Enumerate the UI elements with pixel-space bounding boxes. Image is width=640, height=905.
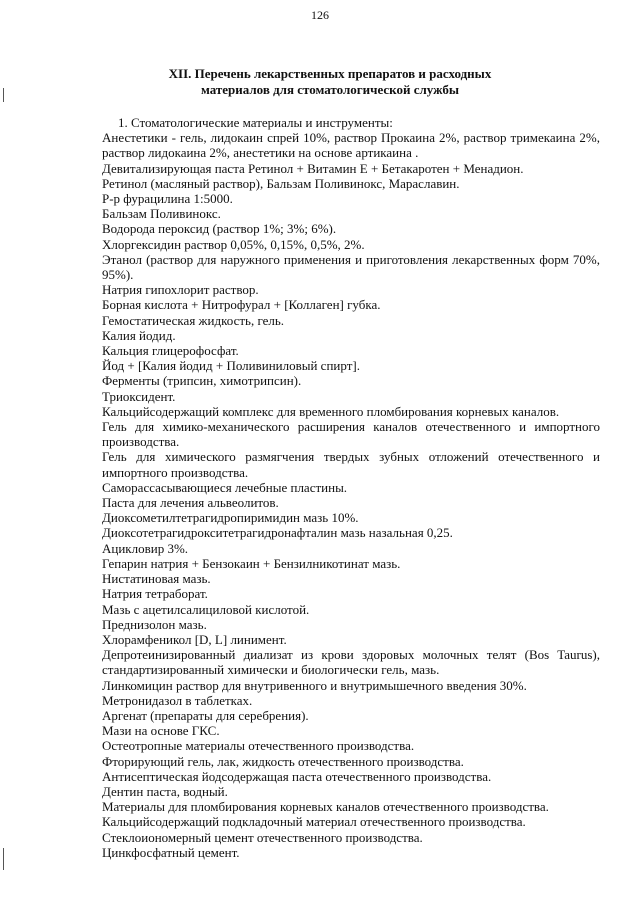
list-item: Ферменты (трипсин, химотрипсин). [102,373,302,389]
list-item: Мази на основе ГКС. [102,723,220,739]
list-item: Водорода пероксид (раствор 1%; 3%; 6%). [102,221,337,237]
list-item: Стеклоиономерный цемент отечественного производства. [102,829,423,845]
scan-edge-mark [3,88,4,102]
list-item: Антисептическая йодсодержащая паста отечественного производства. [102,768,492,784]
list-item: Цинкфосфатный цемент. [102,844,240,860]
page-title [150,66,510,98]
list-item: Анестетики - гель, лидокаин спрей 10%, раствор Прокаина 2%, раствор тримекаина 2%, раствор лидокаина 2%, анестетики на основе артикаина . [102,130,600,161]
list-item: Метронидазол в таблетках. [102,692,253,708]
list-item: Саморассасывающиеся лечебные пластины. [102,479,348,495]
list-item: Диоксотетрагидрокситетрагидронафталин мазь назальная 0,25. [102,525,453,541]
page-number: 126 [311,8,329,22]
list-item: Гель для химического размягчения твердых зубных отложений отечественного и импортного производства. [102,449,600,480]
material-list [102,115,600,860]
scan-edge-mark [3,848,4,870]
list-item: Депротеинизированный диализат из крови здоровых молочных телят (Bos Taurus), стандартизированный химически и биологически гель, мазь. [102,647,600,678]
list-item: Гепарин натрия + Бензокаин + Бензилникотинат мазь. [102,555,401,571]
list-item: Йод + [Калия йодид + Поливиниловый спирт]. [102,358,360,374]
list-item: Хлоргексидин раствор 0,05%, 0,15%, 0,5%, 2%. [102,236,365,252]
list-item: Кальцийсодержащий комплекс для временного пломбирования корневых каналов. [102,403,560,419]
list-item: Гемостатическая жидкость, гель. [102,312,285,328]
list-item: Калия йодид. [102,327,176,343]
list-item: Триоксидент. [102,388,176,404]
list-item: Кальцийсодержащий подкладочный материал отечественного производства. [102,814,526,830]
list-item: Паста для лечения альвеолитов. [102,495,279,511]
section-heading: 1. Стоматологические материалы и инструменты: [118,115,393,130]
list-item: Нистатиновая мазь. [102,571,211,587]
list-item: Мазь с ацетилсалициловой кислотой. [102,601,310,617]
list-item: Бальзам Поливинокс. [102,206,221,222]
list-item: Фторирующий гель, лак, жидкость отечественного производства. [102,753,464,769]
list-item: Хлорамфеникол [D, L] линимент. [102,631,287,647]
page-title-line-2: материалов для стоматологической службы [200,82,460,97]
list-item: Линкомицин раствор для внутривенного и внутримышечного введения 30%. [102,677,527,693]
page-title-line-1: XII. Перечень лекарственных препаратов и расходных [168,66,492,81]
list-item: Р-р фурацилина 1:5000. [102,191,233,207]
list-item: Ретинол (масляный раствор), Бальзам Поливинокс, Мараславин. [102,175,460,191]
list-item: Ацикловир 3%. [102,540,189,556]
list-item: Аргенат (препараты для серебрения). [102,707,309,723]
list-item: Кальция глицерофосфат. [102,343,239,359]
list-item: Гель для химико-механического расширения каналов отечественного и импортного производства. [102,419,600,450]
list-item: Борная кислота + Нитрофурал + [Коллаген] губка. [102,297,381,313]
list-item: Этанол (раствор для наружного применения и приготовления лекарственных форм 70%, 95%). [102,251,600,283]
list-item: Преднизолон мазь. [102,616,207,632]
list-item: Диоксометилтетрагидропиримидин мазь 10%. [102,510,359,526]
list-item: Натрия тетраборат. [102,586,208,602]
list-item: Дентин паста, водный. [102,783,228,799]
list-item: Остеотропные материалы отечественного производства. [102,738,415,754]
list-item: Натрия гипохлорит раствор. [102,282,259,298]
list-item: Девитализирующая паста Ретинол + Витамин Е + Бетакаротен + Менадион. [102,160,524,176]
list-item: Материалы для пломбирования корневых каналов отечественного производства. [102,799,549,815]
